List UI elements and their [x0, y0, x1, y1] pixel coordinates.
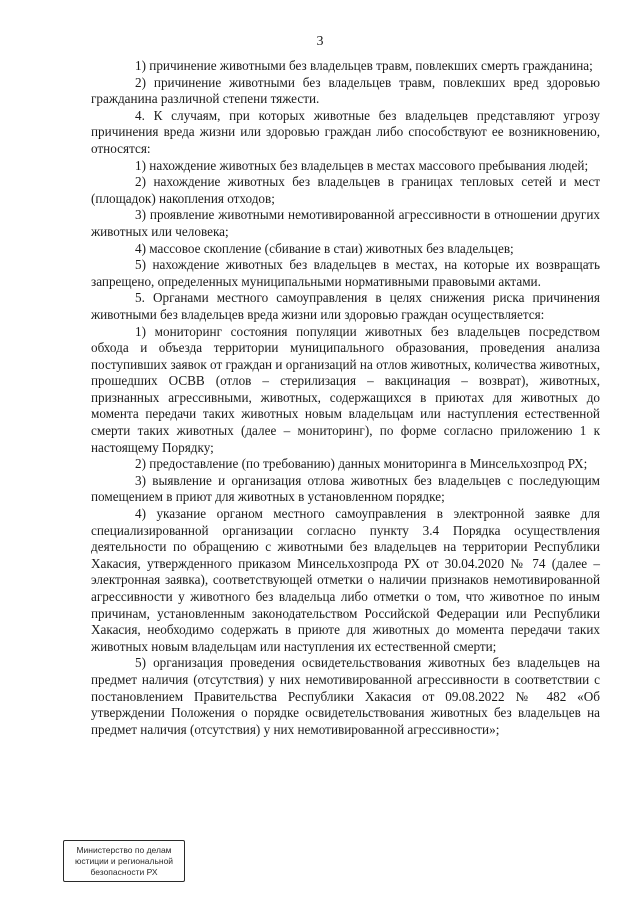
paragraph: 4) указание органом местного самоуправления в электронной заявке для специализированной организации согласно пункту 3.4 Порядка осуществления деятельности по обращению с животными без владельцев на территории Республики Хакасия, утвержденного приказом Минсельхозпрода РХ от 30.04.2020 № 74 (далее – электронная заявка), соответствующей отметки о наличии признаков немотивированной агрессивности у животного без владельца либо отметки о том, что животное по иным причинам, установленным законодательством Российской Федерации или Республики Хакасия, необходимо содержать в приюте для животных до момента передачи таких животных новым владельцам или наступления их естественной смерти; [91, 506, 600, 654]
paragraph: 4) массовое скопление (сбивание в стаи) животных без владельцев; [135, 240, 514, 256]
stamp-line: безопасности РХ [90, 867, 158, 877]
paragraph: 4. К случаям, при которых животные без владельцев представляют угрозу причинения вреда жизни или здоровью граждан либо способствуют ее возникновению, относятся: [91, 107, 600, 156]
paragraph: 1) причинение животными без владельцев травм, повлекших смерть гражданина; [135, 58, 593, 73]
stamp-line: Министерство по делам [76, 845, 172, 855]
paragraph: 1) нахождение животных без владельцев в местах массового пребывания людей; [135, 157, 589, 173]
registration-stamp [63, 840, 185, 882]
page-number: 3 [316, 34, 324, 49]
paragraph: 5) нахождение животных без владельцев в местах, на которые их возвращать запрещено, определенных муниципальными нормативными правовыми актами. [91, 257, 600, 289]
paragraph: 1) мониторинг состояния популяции животных без владельцев посредством обхода и объезда территории муниципального образования, проведения анализа поступивших заявок от граждан и организаций на отлов животных, количества животных, прошедших ОСВВ (отлов – стерилизация – вакцинация – возврат), животных, признанных агрессивными, животных, содержащихся в приютах для животных до момента передачи таких животных новым владельцам или наступления естественной смерти таких животных (далее – мониторинг), по форме согласно приложению 1 к настоящему Порядку; [91, 323, 600, 455]
paragraph: 5. Органами местного самоуправления в целях снижения риска причинения животными без владельцев вреда жизни или здоровью граждан осуществляется: [91, 290, 600, 322]
paragraph: 2) предоставление (по требованию) данных мониторинга в Минсельхозпрод РХ; [135, 456, 588, 472]
document-body [91, 58, 600, 738]
paragraph: 3) выявление и организация отлова животных без владельцев с последующим помещением в приют для животных в установленном порядке; [91, 472, 600, 505]
paragraph: 5) организация проведения освидетельствования животных без владельцев на предмет наличия (отсутствия) у них немотивированной агрессивности в соответствии с постановлением Правительства Республики Хакасия от 09.08.2022 № 482 «Об утверждении Положения о порядке освидетельствования животных без владельцев на предмет наличия (отсутствия) у них немотивированной агрессивности»; [91, 655, 600, 737]
paragraph: 3) проявление животными немотивированной агрессивности в отношении других животных или человека; [91, 207, 600, 239]
stamp-line: юстиции и региональной [74, 856, 174, 866]
paragraph: 2) нахождение животных без владельцев в границах тепловых сетей и мест (площадок) накопления отходов; [91, 174, 600, 206]
paragraph: 2) причинение животными без владельцев травм, повлекших вред здоровью гражданина различной степени тяжести. [91, 74, 600, 107]
